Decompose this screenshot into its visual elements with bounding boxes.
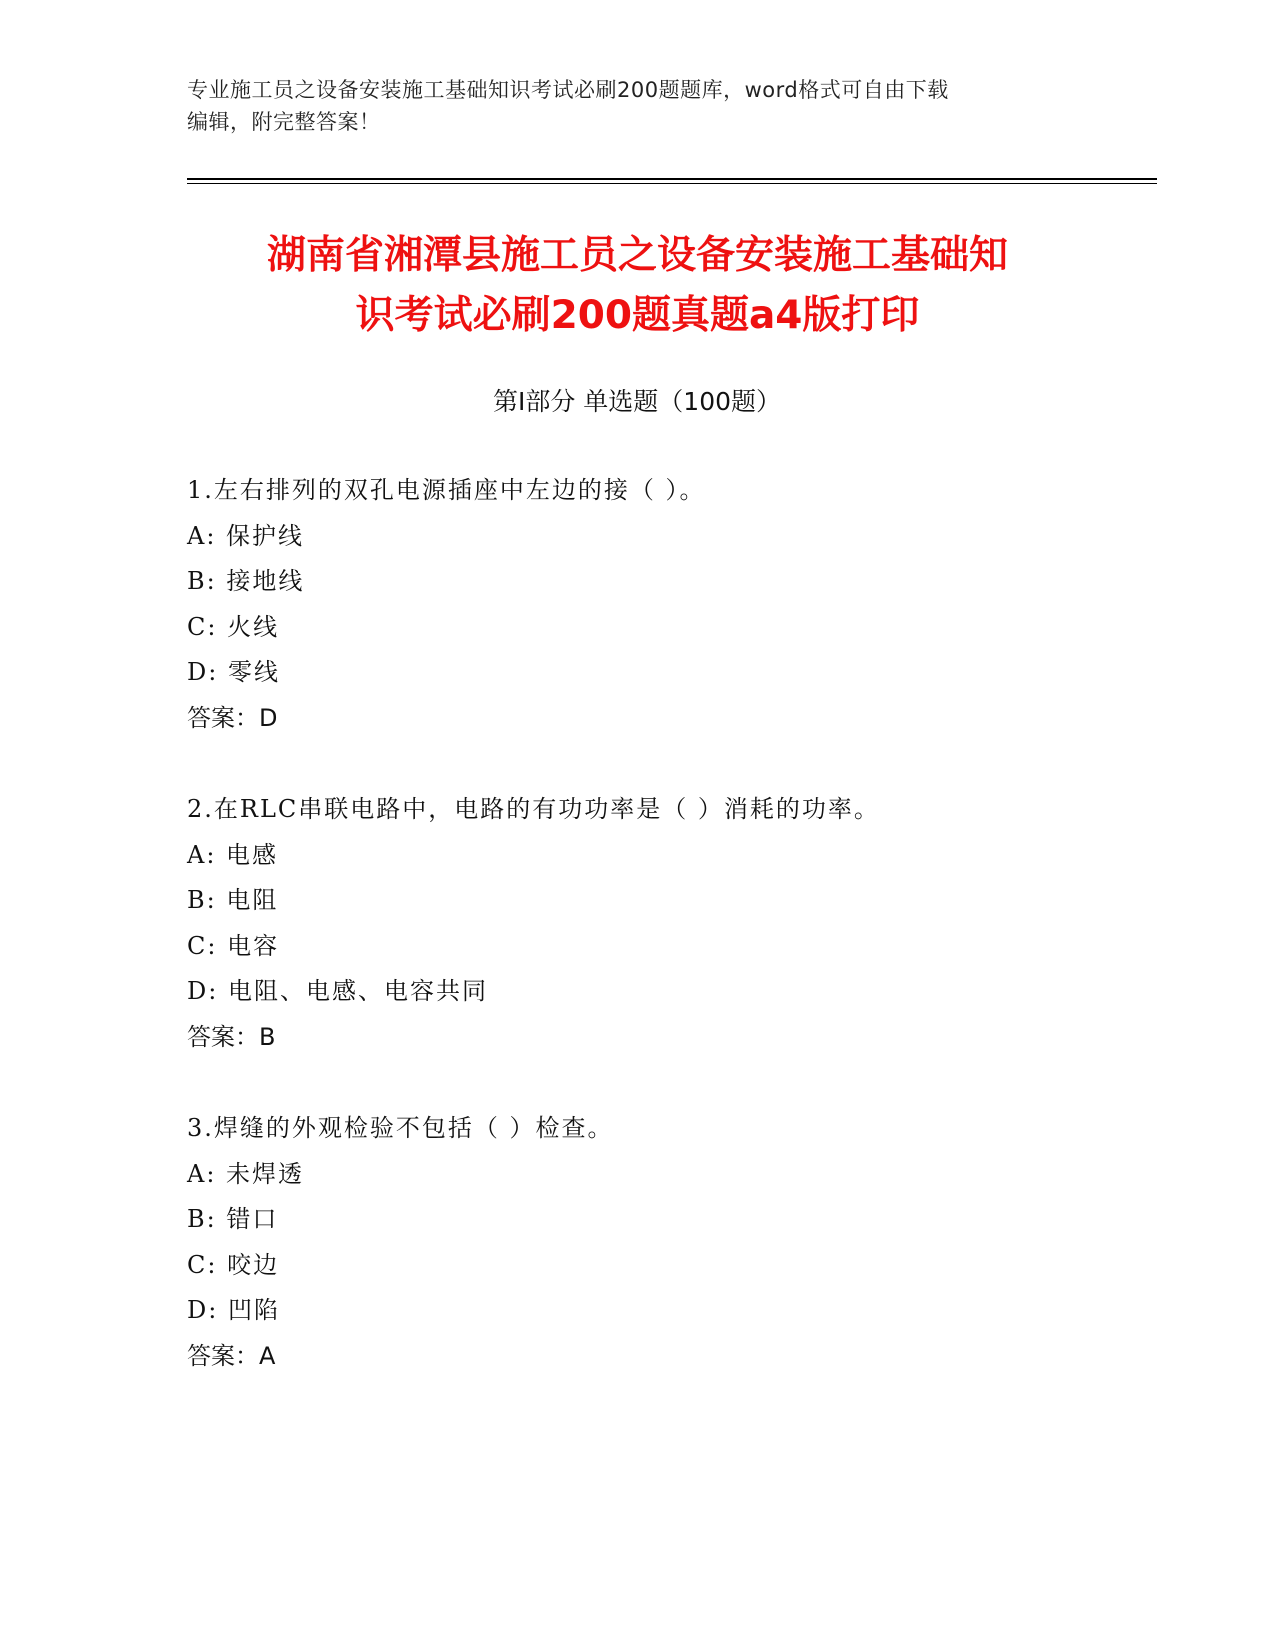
option-b: B: 错口 <box>187 1205 279 1233</box>
header-note-line-1: 专业施工员之设备安装施工基础知识考试必刷200题题库，word格式可自由下载 <box>187 78 949 102</box>
header-divider-thin <box>187 183 1157 184</box>
document-title <box>137 226 1138 346</box>
option-d: D: 凹陷 <box>187 1296 280 1324</box>
option-d: D: 零线 <box>187 658 280 686</box>
question-3 <box>187 1106 1127 1379</box>
answer: 答案：A <box>187 1341 276 1370</box>
option-a: A: 未焊透 <box>187 1159 305 1188</box>
question-stem: 1.左右排列的双孔电源插座中左边的接（ ）。 <box>187 476 706 504</box>
question-stem: 2.在RLC串联电路中，电路的有功功率是（ ）消耗的功率。 <box>187 795 880 823</box>
answer: 答案：B <box>187 1022 276 1051</box>
document-title-line-1: 湖南省湘潭县施工员之设备安装施工基础知 <box>266 233 1008 278</box>
section-title: 第Ⅰ部分 单选题（100题） <box>492 387 782 416</box>
document-title-line-2: 识考试必刷200题真题a4版打印 <box>355 293 920 338</box>
option-b: B: 接地线 <box>187 567 305 595</box>
option-a: A: 保护线 <box>187 521 305 550</box>
question-1 <box>187 468 1127 741</box>
question-2 <box>187 787 1127 1060</box>
option-c: C: 咬边 <box>187 1250 280 1279</box>
question-stem: 3.焊缝的外观检验不包括（ ）检查。 <box>187 1114 614 1142</box>
option-c: C: 电容 <box>187 931 280 960</box>
header-note-line-2: 编辑，附完整答案！ <box>187 110 381 134</box>
header-note <box>187 74 1087 138</box>
header-divider-thick <box>187 178 1157 180</box>
option-c: C: 火线 <box>187 612 280 641</box>
option-a: A: 电感 <box>187 840 279 869</box>
option-d: D: 电阻、电感、电容共同 <box>187 977 488 1005</box>
answer: 答案：D <box>187 703 278 732</box>
option-b: B: 电阻 <box>187 886 279 914</box>
